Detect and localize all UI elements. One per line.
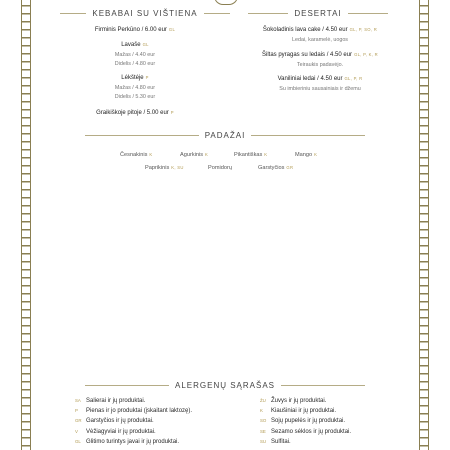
siltas-desc: Teiraukis padavėjo. [296, 62, 344, 68]
sauce-pomidoru: Pomidorų [208, 165, 232, 171]
section-title-desertai: DESERTAI [248, 9, 388, 18]
lavase-option-small: Mažas / 4.40 eur [114, 52, 156, 58]
top-ornament [214, 0, 238, 5]
left-rail-decoration [21, 0, 31, 450]
section-title-kebabai: KEBABAI SU VIŠTIENA [60, 9, 230, 18]
sauce-cesnakinis: Česnakinis K [120, 152, 153, 158]
sokoladinis-desc: Ledai, karamelė, uogos [291, 37, 349, 43]
allergen-item: K Kiaušiniai ir jų produktai. [260, 408, 337, 414]
allergen-item: SU Sulfitai. [260, 439, 291, 445]
sauce-mango: Mango K [295, 152, 318, 158]
allergen-item: ŽU Žuvys ir jų produktai. [260, 398, 327, 404]
vaniliniai-desc: Su imbieriniu sausainiais ir džemu [279, 86, 361, 92]
allergen-item: V Vėžiagyviai ir jų produktai. [75, 429, 156, 435]
allergen-item: SO Sojų pupelės ir jų produktai. [260, 418, 346, 424]
menu-item-siltas: Šiltas pyragas su ledais / 4.50 eur GL, P, K, R [262, 52, 378, 58]
menu-item-graikiskoje: Graikiškoje pitoje / 5.00 eur P [96, 110, 174, 116]
leksteje-option-small: Mažas / 4.80 eur [114, 85, 156, 91]
menu-item-sokoladinis: Šokoladinis lava cake / 4.50 eur GL, P, SO, R [262, 27, 378, 33]
allergen-item: SA Salierai ir jų produktai. [75, 398, 146, 404]
sauce-agurkinis: Agurkinis K [180, 152, 209, 158]
leksteje-option-large: Didelis / 5.30 eur [114, 94, 156, 100]
menu-item-vaniliniai: Vaniliniai ledai / 4.50 eur GL, P, R [277, 76, 363, 82]
lavase-option-large: Didelis / 4.80 eur [114, 61, 156, 67]
section-title-padazai: PADAŽAI [85, 131, 365, 140]
allergen-item: GR Garstyčios ir jų produktai. [75, 418, 154, 424]
sauce-paprikinis: Paprikinis K, SU [145, 165, 184, 171]
allergen-item: P Pienas ir jo produktai (įskaitant laktozę). [75, 408, 193, 414]
sauce-pikantiskas: Pikantiškas K [234, 152, 268, 158]
menu-item-lavase: Lavaše GL [121, 42, 149, 48]
section-title-alergenai: ALERGENŲ SĄRAŠAS [85, 381, 365, 390]
right-rail-decoration [419, 0, 429, 450]
allergen-item: SE Sezamo sėklos ir jų produktai. [260, 429, 352, 435]
menu-item-leksteje: Lėkštėje P [121, 75, 149, 81]
sauce-garstycios: Garstyčios GR [258, 165, 294, 171]
menu-item-firminis: Firminis Perkūno / 6.00 eur GL [94, 27, 176, 33]
allergen-item: GL Glitimo turintys javai ir jų produktai. [75, 439, 180, 445]
